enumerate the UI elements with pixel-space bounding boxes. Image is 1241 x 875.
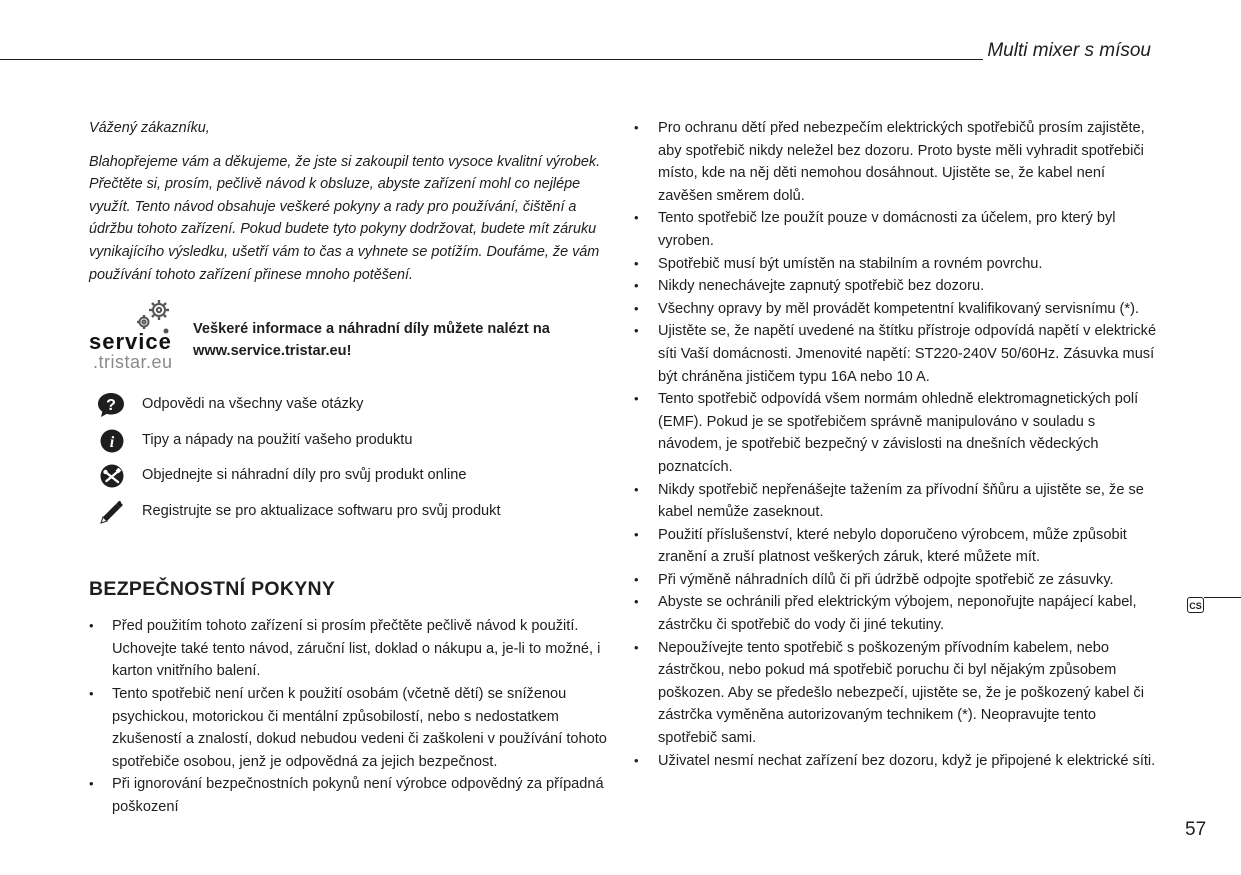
svg-text:?: ? (106, 397, 116, 415)
service-info-line: Veškeré informace a náhradní díly můžete nalézt na (193, 321, 550, 338)
list-item: • Nikdy nenechávejte zapnutý spotřebič bez dozoru. (634, 275, 1159, 298)
list-item (89, 463, 609, 499)
list-item: • Pro ochranu dětí před nebezpečím elektrických spotřebičů prosím zajistěte, aby spotřebič nikdy neležel bez dozoru. Proto byste měli vyhradit spotřebiči místo, kde na něj děti nemohou dosáhnout. Ujistěte se, že kabel není zavěšen směrem dolů. (634, 117, 1159, 207)
service-logo-word: service (89, 329, 172, 355)
language-badge: CS (1187, 597, 1204, 613)
tools-icon (97, 463, 125, 489)
feature-label: Tipy a nápady na použití vašeho produktu (142, 431, 413, 448)
feature-label: Registrujte se pro aktualizace softwaru pro svůj produkt (142, 502, 501, 519)
feature-label: Objednejte si náhradní díly pro svůj produkt online (142, 467, 467, 484)
list-item: • Tento spotřebič není určen k použití osobám (včetně dětí) se sníženou psychickou, motorickou či mentální způsobilostí, nebo s nedostatkem zkušeností a znalostí, dokud nebudou vedeni či zaškoleni v používání tohoto spotřebiče osobou, jenž je odpovědná za jejich bezpečnost. (89, 683, 609, 773)
language-tab-rule (1204, 597, 1241, 598)
service-info-text (193, 318, 550, 362)
pen-icon (97, 499, 125, 525)
svg-text:i: i (109, 433, 115, 451)
list-item (89, 499, 609, 535)
list-item: • Abyste se ochránili před elektrickým výbojem, neponořujte napájecí kabel, zástrčku či spotřebič do vody či jiné tekutiny. (634, 591, 1159, 636)
question-icon (97, 392, 125, 418)
list-item: • Nepoužívejte tento spotřebič s poškozeným přívodním kabelem, nebo zástrčkou, nebo pokud má spotřebič poruchu či byl nějakým způsobem poškozen. Aby se předešlo nebezpečí, ujistěte se, že je poškozený kabel či zástrčka vyměněna autorizovaným technikem (*). Neopravujte tento spotřebič sami. (634, 637, 1159, 750)
list-item: • Tento spotřebič odpovídá všem normám ohledně elektromagnetických polí (EMF). Pokud je se spotřebičem správně manipulováno v souladu s návodem, je spotřebič bezpečný v závislosti na dnešních vědeckých poznatcích. (634, 388, 1159, 478)
list-item: • Při ignorování bezpečnostních pokynů není výrobce odpovědný za případná poškození (89, 773, 609, 818)
feature-label: Odpovědi na všechny vaše otázky (142, 396, 364, 413)
service-website-link[interactable]: www.service.tristar.eu! (193, 343, 352, 360)
intro-section (89, 117, 609, 286)
safety-list-right (634, 117, 1159, 772)
list-item: • Všechny opravy by měl provádět kompetentní kvalifikovaný servisnímu (*). (634, 298, 1159, 321)
safety-list-left (89, 615, 609, 818)
service-logo (89, 301, 189, 371)
right-column (634, 117, 1159, 772)
list-item: • Použití příslušenství, které nebylo doporučeno výrobcem, může způsobit zranění a zruší platnost veškerých záruk, které můžete mít. (634, 524, 1159, 569)
list-item: • Uživatel nesmí nechat zařízení bez dozoru, když je připojené k elektrické síti. (634, 750, 1159, 773)
list-item: • Ujistěte se, že napětí uvedené na štítku přístroje odpovídá napětí v elektrické síti Vaší domácnosti. Jmenovité napětí: ST220-240V 50/60Hz. Zásuvka musí být chráněna jističem typu 16A nebo 10 A. (634, 320, 1159, 388)
header-rule (0, 59, 983, 60)
list-item: • Tento spotřebič lze použít pouze v domácnosti za účelem, pro který byl vyroben. (634, 207, 1159, 252)
left-column (89, 117, 609, 819)
info-icon (97, 428, 125, 454)
intro-paragraph: Blahopřejeme vám a děkujeme, že jste si zakoupil tento vysoce kvalitní výrobek. Přečtěte si, prosím, pečlivě návod k obsluze, abyste zařízení mohl co nejlépe využít. Tento návod obsahuje veškeré pokyny a rady pro používání, čištění a údržbu tohoto zařízení. Pokud budete tyto pokyny dodržovat, budete mít záruku vynikajícího výsledku, ušetří vám to čas a vyhnete se potížím. Doufáme, že vám používání tohoto zařízení přinese mnoho potěšení. (89, 153, 601, 283)
service-logo-url: .tristar.eu (93, 352, 173, 373)
list-item: • Spotřebič musí být umístěn na stabilním a rovném povrchu. (634, 253, 1159, 276)
greeting: Vážený zákazníku, (89, 120, 210, 136)
list-item: • Před použitím tohoto zařízení si prosím přečtěte pečlivě návod k použití. Uchovejte také tento návod, záruční list, doklad o nákupu a, je-li to možné, i karton vnitřního balení. (89, 615, 609, 683)
feature-list (89, 392, 609, 534)
safety-section-title: BEZPEČNOSTNÍ POKYNY (89, 578, 336, 601)
page-number: 57 (1185, 819, 1207, 840)
service-block (89, 301, 609, 387)
list-item: • Nikdy spotřebič nepřenášejte tažením za přívodní šňůru a ujistěte se, že se kabel nemůže zaseknout. (634, 479, 1159, 524)
list-item: • Při výměně náhradních dílů či při údržbě odpojte spotřebič ze zásuvky. (634, 569, 1159, 592)
page-header-title: Multi mixer s mísou (987, 40, 1151, 61)
list-item (89, 392, 609, 428)
list-item (89, 428, 609, 464)
